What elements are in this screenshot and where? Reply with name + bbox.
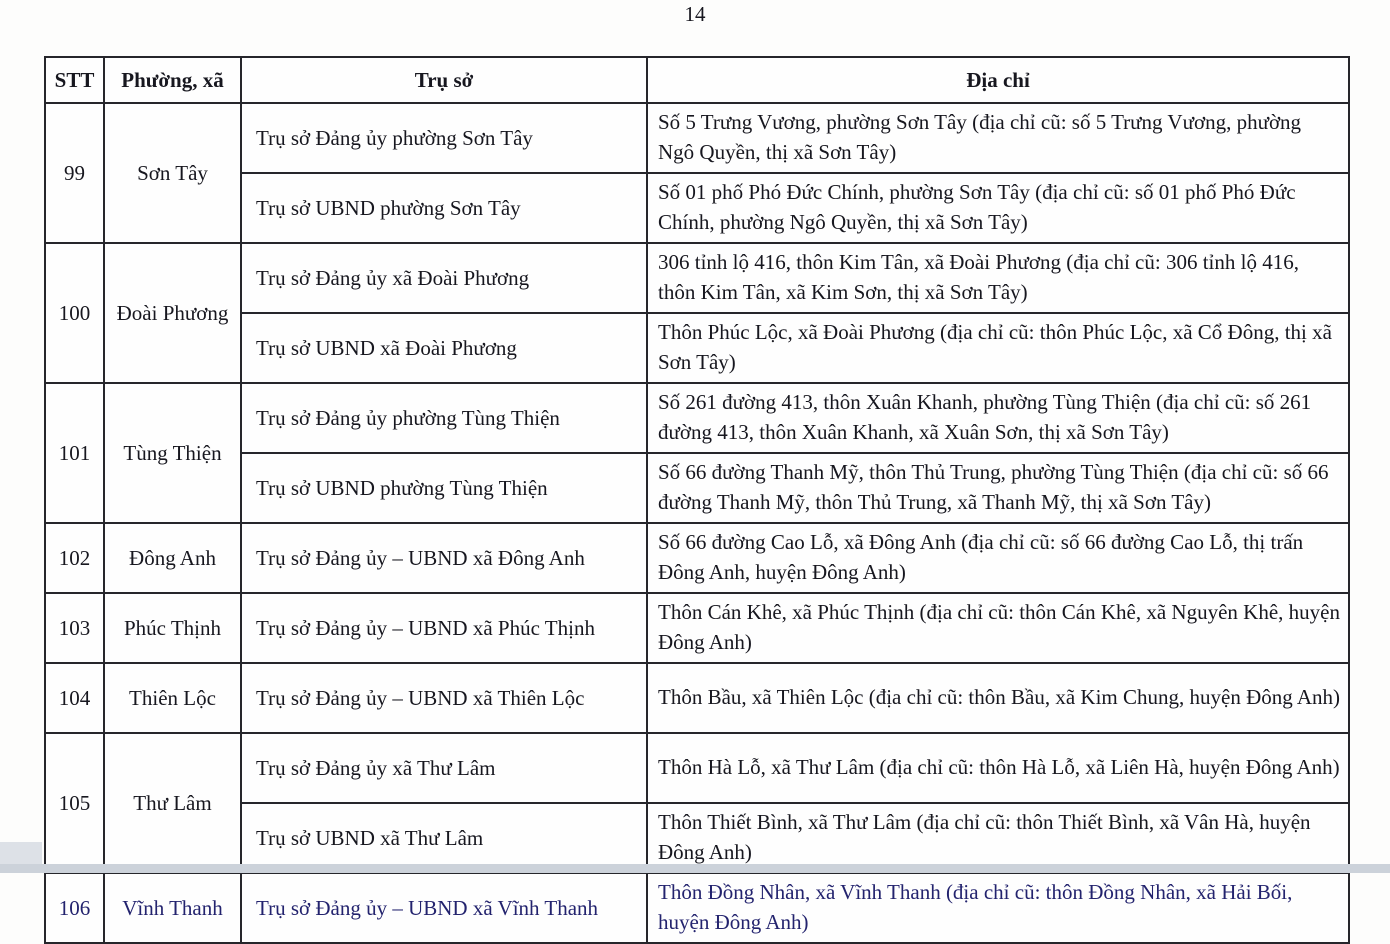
office-name-cell: Trụ sở Đảng ủy – UBND xã Thiên Lộc — [241, 663, 647, 733]
row-number-cell: 103 — [45, 593, 104, 663]
ward-name-cell: Đông Anh — [104, 523, 241, 593]
address-cell: 306 tỉnh lộ 416, thôn Kim Tân, xã Đoài Phương (địa chỉ cũ: 306 tỉnh lộ 416, thôn Kim Tân, xã Kim Sơn, thị xã Sơn Tây) — [647, 243, 1349, 313]
table-row — [45, 733, 1349, 803]
row-number-cell: 106 — [45, 873, 104, 943]
ward-name-cell: Vĩnh Thanh — [104, 873, 241, 943]
row-number-cell: 101 — [45, 383, 104, 523]
office-name-cell: Trụ sở Đảng ủy – UBND xã Đông Anh — [241, 523, 647, 593]
office-name-cell: Trụ sở Đảng ủy xã Đoài Phương — [241, 243, 647, 313]
row-number-cell: 99 — [45, 103, 104, 243]
header-row — [45, 57, 1349, 103]
office-name-cell: Trụ sở Đảng ủy xã Thư Lâm — [241, 733, 647, 803]
column-header-stt: STT — [45, 57, 104, 103]
address-cell: Số 261 đường 413, thôn Xuân Khanh, phường Tùng Thiện (địa chỉ cũ: số 261 đường 413, thôn Xuân Khanh, xã Xuân Sơn, thị xã Sơn Tây) — [647, 383, 1349, 453]
address-cell: Số 66 đường Thanh Mỹ, thôn Thủ Trung, phường Tùng Thiện (địa chỉ cũ: số 66 đường Thanh Mỹ, thôn Thủ Trung, xã Thanh Mỹ, thị xã Sơn Tây) — [647, 453, 1349, 523]
address-cell: Số 5 Trưng Vương, phường Sơn Tây (địa chỉ cũ: số 5 Trưng Vương, phường Ngô Quyền, thị xã Sơn Tây) — [647, 103, 1349, 173]
table-row — [45, 453, 1349, 523]
document-table — [44, 56, 1350, 944]
table-row — [45, 103, 1349, 173]
ward-name-cell: Thư Lâm — [104, 733, 241, 873]
ward-name-cell: Phúc Thịnh — [104, 593, 241, 663]
ward-name-cell: Sơn Tây — [104, 103, 241, 243]
office-name-cell: Trụ sở Đảng ủy phường Tùng Thiện — [241, 383, 647, 453]
ward-name-cell: Thiên Lộc — [104, 663, 241, 733]
office-name-cell: Trụ sở UBND xã Đoài Phương — [241, 313, 647, 383]
ward-name-cell: Tùng Thiện — [104, 383, 241, 523]
table-row — [45, 663, 1349, 733]
row-number-cell: 100 — [45, 243, 104, 383]
address-cell: Số 66 đường Cao Lỗ, xã Đông Anh (địa chỉ cũ: số 66 đường Cao Lỗ, thị trấn Đông Anh, huyện Đông Anh) — [647, 523, 1349, 593]
address-cell: Thôn Thiết Bình, xã Thư Lâm (địa chỉ cũ: thôn Thiết Bình, xã Vân Hà, huyện Đông Anh) — [647, 803, 1349, 873]
address-cell: Thôn Đồng Nhân, xã Vĩnh Thanh (địa chỉ cũ: thôn Đồng Nhân, xã Hải Bối, huyện Đông Anh) — [647, 873, 1349, 943]
table-row — [45, 803, 1349, 873]
table-row — [45, 313, 1349, 383]
ward-name-cell: Đoài Phương — [104, 243, 241, 383]
scan-edge-artifact — [0, 842, 42, 864]
column-header-ward: Phường, xã — [104, 57, 241, 103]
table-row — [45, 593, 1349, 663]
table-row — [45, 173, 1349, 243]
scan-edge-artifact — [0, 864, 1390, 873]
row-number-cell: 102 — [45, 523, 104, 593]
address-cell: Thôn Bầu, xã Thiên Lộc (địa chỉ cũ: thôn Bầu, xã Kim Chung, huyện Đông Anh) — [647, 663, 1349, 733]
address-cell: Số 01 phố Phó Đức Chính, phường Sơn Tây (địa chỉ cũ: số 01 phố Phó Đức Chính, phường Ngô Quyền, thị xã Sơn Tây) — [647, 173, 1349, 243]
office-name-cell: Trụ sở Đảng ủy – UBND xã Phúc Thịnh — [241, 593, 647, 663]
page-number: 14 — [684, 2, 706, 26]
office-name-cell: Trụ sở Đảng ủy – UBND xã Vĩnh Thanh — [241, 873, 647, 943]
office-name-cell: Trụ sở Đảng ủy phường Sơn Tây — [241, 103, 647, 173]
office-name-cell: Trụ sở UBND phường Tùng Thiện — [241, 453, 647, 523]
office-name-cell: Trụ sở UBND xã Thư Lâm — [241, 803, 647, 873]
address-cell: Thôn Phúc Lộc, xã Đoài Phương (địa chỉ cũ: thôn Phúc Lộc, xã Cổ Đông, thị xã Sơn Tây) — [647, 313, 1349, 383]
column-header-office: Trụ sở — [241, 57, 647, 103]
column-header-address: Địa chỉ — [647, 57, 1349, 103]
table-row — [45, 383, 1349, 453]
address-cell: Thôn Cán Khê, xã Phúc Thịnh (địa chỉ cũ: thôn Cán Khê, xã Nguyên Khê, huyện Đông Anh) — [647, 593, 1349, 663]
row-number-cell: 104 — [45, 663, 104, 733]
office-name-cell: Trụ sở UBND phường Sơn Tây — [241, 173, 647, 243]
row-number-cell: 105 — [45, 733, 104, 873]
table-row — [45, 523, 1349, 593]
table-row — [45, 243, 1349, 313]
address-cell: Thôn Hà Lỗ, xã Thư Lâm (địa chỉ cũ: thôn Hà Lỗ, xã Liên Hà, huyện Đông Anh) — [647, 733, 1349, 803]
table-row — [45, 873, 1349, 943]
